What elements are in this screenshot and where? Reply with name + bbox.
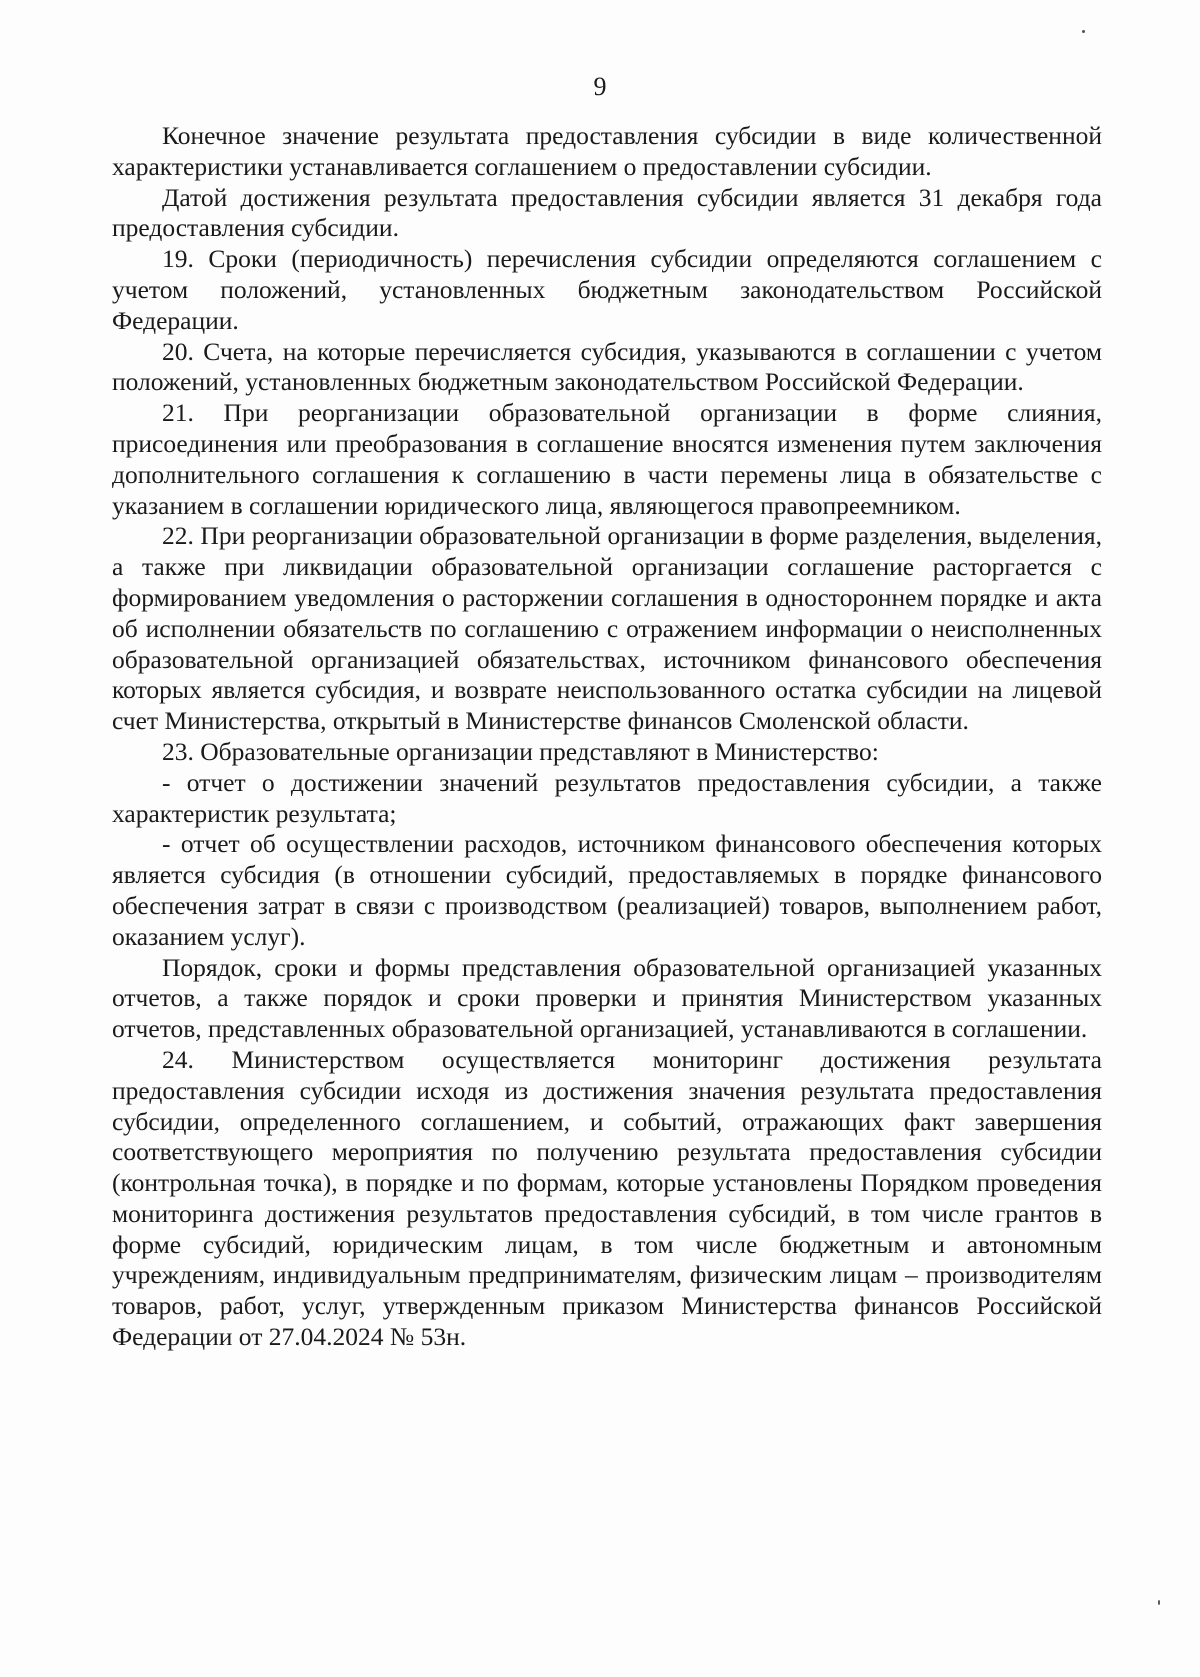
paragraph-24: 24. Министерством осуществляется мониторинг достижения результата предоставления субсидии исходя из достижения значения результата предоставления субсидии, определенного соглашением, и событий, отражающих факт завершения соответствующего мероприятия по получению результата предоставления субсидии (контрольная точка), в порядке и по формам, которые установлены Порядком проведения мониторинга достижения результатов предоставления субсидий, в том числе грантов в форме субсидий, юридическим лицам, в том числе бюджетным и автономным учреждениям, индивидуальным предпринимателям, физическим лицам – производителям товаров, работ, услуг, утвержденным приказом Министерства финансов Российской Федерации от 27.04.2024 № 53н. <box>112 1044 1102 1352</box>
paragraph-21: 21. При реорганизации образовательной организации в форме слияния, присоединения или преобразования в соглашение вносятся изменения путем заключения дополнительного соглашения к соглашению в части перемены лица в обязательстве с указанием в соглашении юридического лица, являющегося правопреемником. <box>112 398 1102 520</box>
paragraph-22: 22. При реорганизации образовательной организации в форме разделения, выделения, а также при ликвидации образовательной организации соглашение расторгается с формированием уведомления о расторжении соглашения в одностороннем порядке и акта об исполнении обязательств по соглашению с отражением информации о неисполненных образовательной организацией обязательствах, источником финансового обеспечения которых является субсидия, и возврате неиспользованного остатка субсидии на лицевой счет Министерства, открытый в Министерстве финансов Смоленской области. <box>112 521 1102 736</box>
page-number: 9 <box>593 72 607 101</box>
scan-speck <box>1158 1600 1160 1605</box>
paragraph-result-value: Конечное значение результата предоставления субсидии в виде количественной характеристики устанавливается соглашением о предоставлении субсидии. <box>112 121 1102 181</box>
list-item-report-expenses: - отчет об осуществлении расходов, источником финансового обеспечения которых является субсидия (в отношении субсидий, предоставляемых в порядке финансового обеспечения затрат в связи с производством (реализацией) товаров, выполнением работ, оказанием услуг). <box>112 829 1102 951</box>
paragraph-23: 23. Образовательные организации представляют в Министерство: <box>162 736 879 766</box>
document-body <box>112 121 1102 1353</box>
paragraph-result-date: Датой достижения результата предоставления субсидии является 31 декабря года предоставления субсидии. <box>112 182 1102 243</box>
paragraph-report-procedure: Порядок, сроки и формы представления образовательной организацией указанных отчетов, а также порядок и сроки проверки и принятия Министерством указанных отчетов, представленных образовательной организацией, устанавливаются в соглашении. <box>112 952 1102 1044</box>
paragraph-20: 20. Счета, на которые перечисляется субсидия, указываются в соглашении с учетом положений, установленных бюджетным законодательством Российской Федерации. <box>112 336 1102 397</box>
list-item-report-results: - отчет о достижении значений результатов предоставления субсидии, а также характеристик результата; <box>112 767 1102 828</box>
scan-speck <box>1082 30 1085 33</box>
paragraph-19: 19. Сроки (периодичность) перечисления субсидии определяются соглашением с учетом положений, установленных бюджетным законодательством Российской Федерации. <box>112 244 1102 335</box>
